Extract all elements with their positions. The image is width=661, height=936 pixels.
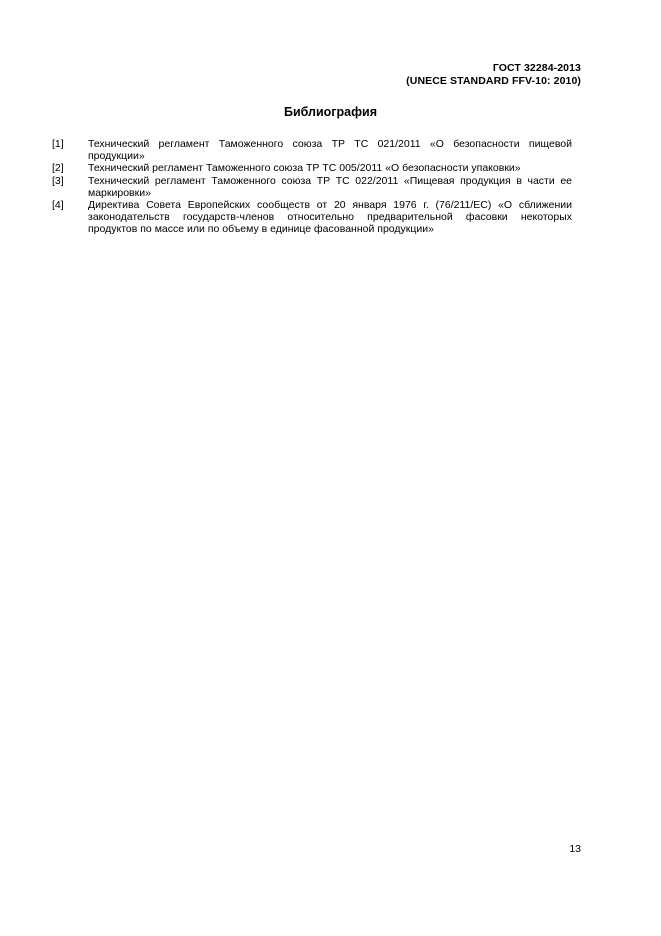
standard-number: ГОСТ 32284-2013 (492, 62, 581, 74)
entry-text: Технический регламент Таможенного союза ТР ТС 022/2011 «Пищевая продукция в части ее маркировки» (88, 174, 572, 199)
entry-number: [2] (52, 162, 64, 175)
bibliography-entry (52, 138, 572, 162)
bibliography-list (52, 138, 572, 236)
entry-number: [3] (52, 174, 64, 187)
entry-text: Технический регламент Таможенного союза ТР ТС 005/2011 «О безопасности упаковки» (88, 162, 521, 175)
entry-text: Технический регламент Таможенного союза ТР ТС 021/2011 «О безопасности пищевой продукции» (88, 138, 572, 163)
section-title: Библиография (283, 105, 378, 119)
bibliography-entry (52, 175, 572, 199)
page-number: 13 (569, 843, 581, 855)
bibliography-entry (52, 199, 572, 236)
entry-number: [1] (52, 138, 64, 150)
standard-equivalent: (UNECE STANDARD FFV-10: 2010) (406, 75, 581, 87)
bibliography-entry (52, 162, 572, 174)
entry-number: [4] (52, 199, 64, 212)
entry-text: Директива Совета Европейских сообществ от 20 января 1976 г. (76/211/ЕС) «О сближении законодательств государств-членов относительно предварительной фасовки некоторых продуктов по массе или по объему в единице фасованной продукции» (88, 199, 572, 236)
document-header (406, 62, 581, 88)
